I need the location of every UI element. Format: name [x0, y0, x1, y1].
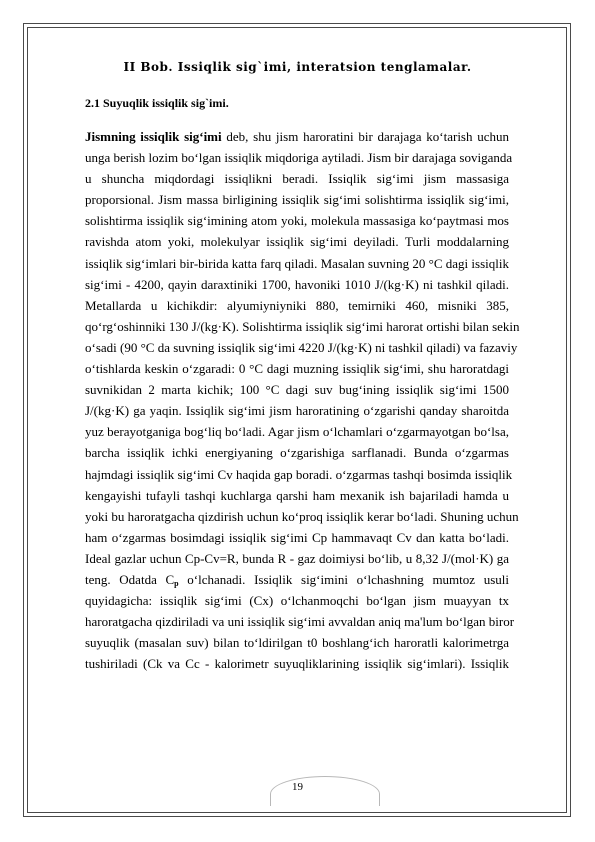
paragraph-line — [85, 126, 509, 147]
paragraph-line: Ideal gazlar uchun Cp-Cv=R, bunda R - gaz doimiysi bo‘lib, u 8,32 J/(mol·K) ga — [85, 550, 509, 566]
paragraph-line: unga berish lozim bo‘lgan issiqlik miqdoriga aytiladi. Jism bir darajaga soviganda — [85, 150, 513, 166]
line-text: o‘lchanadi. Issiqlik sig‘imini o‘lchashning mumtoz usuli — [178, 571, 509, 587]
paragraph-line: solishtirma issiqlik sig‘imining atom yoki, molekula massasiga ko‘paytmasi mos — [85, 213, 509, 229]
paragraph-line: ravishda atom yoki, molekulyar issiqlik sig‘imi deyiladi. Turli moddalarning — [85, 234, 509, 250]
paragraph-line: barcha issiqlik ichki energiyaning o‘zgarishiga sarflanadi. Bunda o‘zgarmas — [85, 445, 509, 461]
paragraph-line: sig‘imi - 4200, qayin daraxtiniki 1700, havoniki 1010 J/(kg·K) ni tashkil qiladi. — [85, 276, 509, 292]
line-text: deb, shu jism haroratini bir darajaga ko‘tarish uchun — [221, 129, 510, 144]
paragraph-line: issiqlik sig‘imlari bir-birida katta farq qiladi. Masalan suvning 20 °C dagi issiqlik — [85, 255, 509, 271]
subscript-p: p — [174, 578, 179, 588]
line-text: teng. Odatda C — [85, 571, 175, 587]
paragraph-line: yoki bu haroratgacha qizdirish uchun ko‘proq issiqlik kerar bo‘ladi. Shuning uchun — [85, 508, 519, 524]
paragraph-line: kengayishi tufayli tashqi kuchlarga qarshi ham mexanik ish bajariladi hamda u — [85, 487, 509, 503]
section-title: 2.1 Suyuqlik issiqlik sig`imi. — [85, 96, 229, 110]
paragraph-line: J/(kg·K) ga yaqin. Issiqlik sig‘imi jism haroratining o‘zgarishi qanday sharoitda — [85, 403, 509, 419]
body-paragraph — [85, 126, 520, 674]
page-number: 19 — [292, 781, 303, 793]
paragraph-line — [85, 569, 509, 590]
paragraph-line: hajmdagi issiqlik sig‘imi Cv haqida gap boradi. o‘zgarmas tashqi bosimda issiqlik — [85, 466, 513, 482]
paragraph-line: tushiriladi (Ck va Cc - kalorimetr suyuqliklarining issiqlik sig‘imlari). Issiqlik — [85, 656, 509, 672]
paragraph-line: ham o‘zgarmas bosimdagi issiqlik sig‘imi Cp hammavaqt Cv dan katta bo‘ladi. — [85, 529, 509, 545]
paragraph-line: suyuqlik (masalan suv) bilan to‘ldirilgan t0 boshlang‘ich haroratli kalorimetrga — [85, 635, 509, 651]
paragraph-line: yuz berayotganiga bog‘liq bo‘ladi. Agar jism o‘lchamlari o‘zgarmayotgan bo‘lsa, — [85, 424, 509, 440]
paragraph-line: Metallarda u kichikdir: alyumiyniyniki 880, temirniki 460, misniki 385, — [85, 297, 509, 313]
paragraph-line: u shuncha miqdordagi issiqlikni beradi. Issiqlik sig‘imi jism massasiga — [85, 171, 509, 187]
paragraph-line: qo‘rg‘oshinniki 130 J/(kg·K). Solishtirma issiqlik sig‘imi harorat ortishi bilan sekin — [85, 318, 520, 334]
paragraph-line: o‘tishlarda keskin o‘zgaradi: 0 °C dagi muzning issiqlik sig‘imi, shu haroratdagi — [85, 361, 509, 377]
paragraph-line: o‘sadi (90 °C da suvning issiqlik sig‘imi 4220 J/(kg·K) ni tashkil qiladi) va fazaviy — [85, 339, 518, 355]
paragraph-line: quyidagicha: issiqlik sig‘imi (Cx) o‘lchanmoqchi bo‘lgan jism muayyan tx — [85, 593, 509, 609]
paragraph-line: proporsional. Jism massa birligining issiqlik sig‘imi solishtirma issiqlik sig‘imi, — [85, 192, 509, 208]
defined-term: Jismning issiqlik sig‘imi — [85, 129, 222, 144]
paragraph-line: suvnikidan 2 marta kichik; 100 °C dagi suv bug‘ining issiqlik sig‘imi 1500 — [85, 382, 509, 398]
paragraph-line: haroratgacha qizdiriladi va uni issiqlik sig‘imi avvaldan aniq ma'lum bo‘lgan biror — [85, 614, 515, 630]
chapter-title: II Bob. Issiqlik sig`imi, interatsion tenglamalar. — [123, 60, 472, 74]
